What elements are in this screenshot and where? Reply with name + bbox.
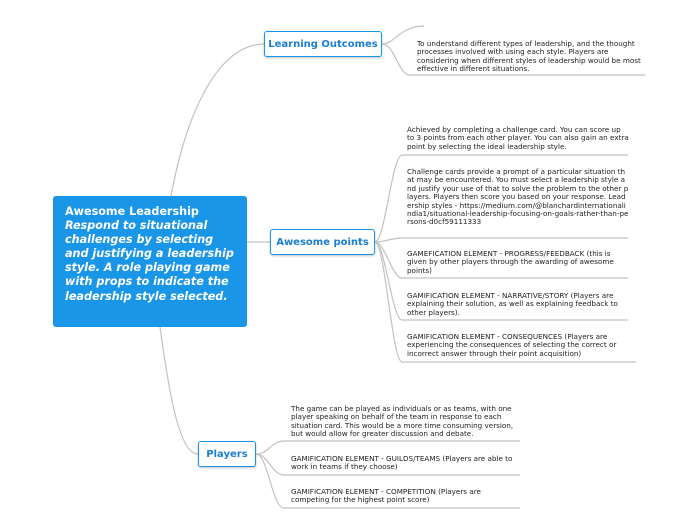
connector-players-0	[256, 441, 520, 454]
connector-root-players	[160, 327, 198, 454]
leaf-players-0: The game can be played as individuals or as teams, with one player speaking on behalf of the team in response to each situation card. This would be a more time consuming version, but would allow for greater discussion and debate.	[291, 404, 514, 439]
root-title: Awesome Leadership	[65, 205, 199, 218]
leaf-points-3: GAMIFICATION ELEMENT - NARRATIVE/STORY (Players are explaining their solution, as well as explaining feedback to other players).	[407, 291, 618, 317]
leaf-points-4: GAMIFICATION ELEMENT - CONSEQUENCES (Players are experiencing the consequences of selecting the correct or incorrect answer through their point acquisition)	[407, 332, 617, 358]
connector-points-1	[375, 238, 628, 242]
root-node[interactable]	[53, 196, 247, 327]
root-subtitle: Respond to situational challenges by selecting and justifying a leadership style. A role playing game with props to indicate the leadership style selected.	[65, 219, 234, 303]
leaf-players-2: GAMIFICATION ELEMENT - COMPETITION (Players are competing for the highest point score)	[291, 487, 481, 505]
leaf-points-2: GAMEFICATION ELEMENT - PROGRESS/FEEDBACK (this is given by other players through the awarding of awesome points)	[407, 249, 614, 275]
branch-players-label: Players	[206, 448, 248, 460]
leaf-points-0: Achieved by completing a challenge card. You can score up to 3 points from each other player. You can also gain an extra point by selecting the ideal leadership style.	[407, 125, 629, 151]
branch-awesome-points[interactable]	[270, 229, 375, 255]
leaf-learning-0: To understand different types of leadership, and the thought processes involved with using each style. Players are considering when different styles of leadership would be most effective in different situations.	[417, 39, 641, 74]
branch-learning-outcomes[interactable]	[264, 31, 382, 57]
leaf-points-1: Challenge cards provide a prompt of a particular situation that may be encountered. You must select a leadership style and justify your use of that to solve the problem to the other players. Players then score you based on your response. Leadership styles - https://medium.com/@blanchardinternationalindia1/situational-leadership-focusing-on-goals-rather-than-persons-d0cf59111333	[407, 167, 629, 227]
branch-players[interactable]	[198, 441, 256, 467]
leaf-players-1: GAMIFICATION ELEMENT - GUILDS/TEAMS (Players are able to work in teams if they choose)	[291, 454, 513, 472]
branch-awesome-points-label: Awesome points	[276, 236, 369, 248]
connector-root-learning	[171, 44, 264, 196]
branch-learning-outcomes-label: Learning Outcomes	[268, 38, 378, 50]
